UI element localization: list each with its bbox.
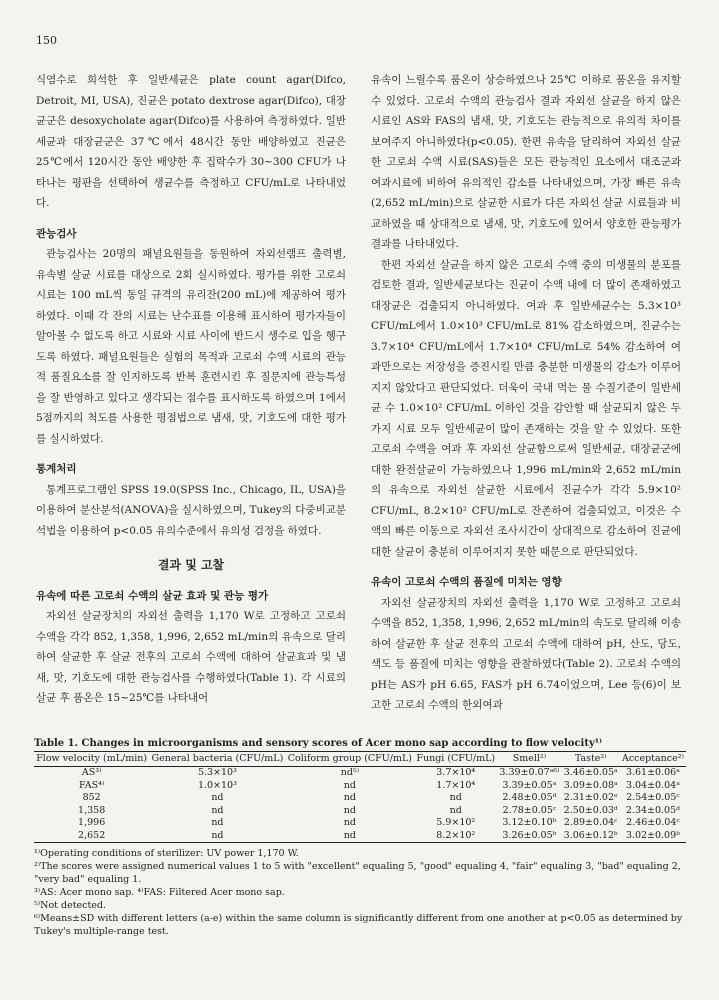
table-cell: 3.46±0.05ᵃ bbox=[563, 767, 618, 778]
table-cell: 3.12±0.10ᵇ bbox=[502, 817, 557, 828]
table-cell: 2.50±0.03ᵈ bbox=[563, 804, 618, 816]
subsection-heading-flow: 유속에 따른 고로쇠 수액의 살균 효과 및 관능 평가 bbox=[36, 589, 269, 602]
table-cell: 3.04±0.04ᵃ bbox=[625, 779, 680, 791]
footnote: ⁵⁾Not detected. bbox=[34, 900, 107, 911]
data-table bbox=[34, 751, 686, 843]
table-cell: nd bbox=[149, 830, 285, 843]
table-cell: 5.9×10² bbox=[436, 817, 476, 828]
left-column bbox=[36, 70, 346, 709]
table-cell: 2.48±0.05ᵈ bbox=[502, 792, 557, 803]
table-cell: nd bbox=[343, 779, 356, 791]
table-cell: 3.02±0.09ᵇ bbox=[620, 830, 686, 843]
footnote: ⁶⁾Means±SD with different letters (a-e) within the same column is significantly different from one another at p<0.05 as determined by Tukey's multiple-range test. bbox=[34, 913, 683, 937]
paragraph: 유속이 느릴수록 품온이 상승하였으나 25℃ 이하로 품온을 유지할 수 있었다. 고로쇠 수액의 관능검사 결과 자외선 살균을 하지 않은 시료인 AS와 FAS의 냄새, 맛, 기호도는 관능적으로 유의적 차이를 보여주지 아니하였다(p<0.05). 한편 유속을 달리하여 자외선 살균한 고로쇠 수액 시료(SAS)들은 모든 관능적인 요소에서 대조군과 여과시료에 비하여 유의적인 감소를 나타내었으며, 가장 빠른 유속(2,652 mL/min)으로 살균한 시료가 다른 자외선 살균 시료들과 비교하였을 때 상대적으로 냄새, 맛, 기호도에 있어서 양호한 관능평가 결과를 나타내었다. bbox=[371, 74, 681, 250]
table-cell: 2.54±0.05ᶜ bbox=[626, 792, 680, 803]
column-header: Fungi (CFU/mL) bbox=[414, 752, 497, 767]
footnote: ²⁾The scores were assigned numerical values 1 to 5 with "excellent" equaling 5, "good" equaling 4, "fair" equaling 3, "bad" equaling 2, "very bad" equaling 1. bbox=[34, 861, 681, 885]
table-cell: nd bbox=[343, 804, 356, 816]
table-cell: 3.7×10⁴ bbox=[436, 767, 476, 778]
table-row bbox=[34, 830, 686, 843]
section-heading-statistics: 통계처리 bbox=[36, 463, 77, 475]
table-cell: FAS⁴⁾ bbox=[79, 779, 105, 791]
table-cell: 1.7×10⁴ bbox=[436, 779, 476, 791]
table-cell: 1,996 bbox=[78, 817, 106, 828]
page-number: 150 bbox=[36, 34, 57, 47]
column-header: Smell²⁾ bbox=[497, 752, 561, 767]
table-cell: 1.0×10³ bbox=[197, 779, 237, 791]
table-cell: nd bbox=[449, 804, 462, 816]
table-cell: AS³⁾ bbox=[81, 767, 102, 778]
paragraph: 식염수로 희석한 후 일반세균은 plate count agar(Difco, Detroit, MI, USA), 진균은 potato dextrose agar(Difco), 대장균군은 desoxycholate agar(Difco)를 사용하여 측정하였다. 일반세균과 대장균군은 37℃에서 48시간 동안 배양하였고 진균은 25℃에서 120시간 동안 배양한 후 집락수가 30~300 CFU가 나타나는 평판을 선택하여 생균수를 측정하고 CFU/mL로 나타내었다. bbox=[36, 74, 346, 209]
paragraph: 자외선 살균장치의 자외선 출력을 1,170 W로 고정하고 고로쇠 수액을 각각 852, 1,358, 1,996, 2,652 mL/min의 유속으로 달리하여 살균한 후 살균 전후의 고로쇠 수액에 대하여 살균효과 및 냄새, 맛, 기호도에 대한 관능검사를 수행하였다(Table 1). 각 시료의 살균 후 품온은 15~25℃를 나타내어 bbox=[36, 610, 346, 704]
table-header-row bbox=[34, 752, 686, 767]
table-cell: 2.89±0.04ᶜ bbox=[563, 817, 618, 828]
table-cell: 852 bbox=[82, 792, 101, 803]
table-row bbox=[34, 817, 686, 830]
paragraph: 자외선 살균장치의 자외선 출력을 1,170 W로 고정하고 고로쇠 수액을 852, 1,358, 1,996, 2,652 mL/min의 속도로 달리해 이송하여 살균한 후 살균 전후의 고로쇠 수액에 대하여 pH, 산도, 당도, 색도 등 품질에 미치는 영향을 관찰하였다(Table 2). 고로쇠 수액의 pH는 AS가 pH 6.65, FAS가 pH 6.74이었으며, Lee 등(6)이 보고한 고로쇠 수액의 한외여과 bbox=[371, 596, 681, 711]
paragraph: 통계프로그램인 SPSS 19.0(SPSS Inc., Chicago, IL, USA)을 이용하여 분산분석(ANOVA)을 실시하였으며, Tukey의 다중비교분석법을 이용하여 p<0.05 유의수준에서 유의성 검정을 하였다. bbox=[36, 483, 346, 537]
table-cell: 3.39±0.05ᵃ bbox=[502, 779, 557, 791]
column-header: Flow velocity (mL/min) bbox=[34, 752, 149, 767]
table-cell: 8.2×10² bbox=[414, 830, 497, 843]
column-header: Coliform group (CFU/mL) bbox=[286, 752, 415, 767]
column-header: Taste²⁾ bbox=[562, 752, 620, 767]
paragraph: 한편 자외선 살균을 하지 않은 고로쇠 수액 중의 미생물의 분포를 검토한 결과, 일반세균보다는 진균이 수액 내에 더 많이 존재하였고 대장균은 검출되지 아니하였다. 여과 후 일반세균수는 5.3×10³ CFU/mL에서 1.0×10³ CFU/mL로 81% 감소하였으며, 진균수는 3.7×10⁴ CFU/mL에서 1.7×10⁴ CFU/mL로 54% 감소하여 여과만으로는 저장성을 증진시킬 만큼 충분한 미생물의 감소가 이루어지지 않았다고 판단되었다. 더욱이 국내 먹는 물 수질기준이 일반세균 수 1.0×10² CFU/mL 이하인 것을 감안할 때 살균되지 않은 두 가지 시료 모두 일반세균이 많이 존재하는 것을 알 수 있었다. 또한 고로쇠 수액을 여과 후 자외선 살균함으로써 일반세균, 대장균군에 대한 완전살균이 가능하였으나 1,996 mL/min와 2,652 mL/min의 유속으로 자외선 살균한 시료에서 진균수가 각각 5.9×10² CFU/mL, 8.2×10² CFU/mL로 잔존하여 검출되었고, 이것은 수액의 빠른 이동으로 자외선 조사시간이 상대적으로 감소하여 진균에 대한 살균이 충분히 이루어지지 못한 때문으로 판단되었다. bbox=[371, 258, 681, 558]
table-cell: 5.3×10³ bbox=[197, 767, 237, 778]
footnote: ¹⁾Operating conditions of sterilizer: UV power 1,170 W. bbox=[34, 848, 299, 859]
table-row bbox=[34, 792, 686, 805]
table-1 bbox=[34, 738, 686, 938]
table-cell: nd bbox=[211, 804, 224, 816]
column-header: Acceptance²⁾ bbox=[620, 752, 686, 767]
section-heading-sensory: 관능검사 bbox=[36, 227, 77, 240]
table-cell: 2.46±0.04ᶜ bbox=[626, 817, 680, 828]
table-cell: 2.31±0.02ᵉ bbox=[563, 792, 618, 803]
table-cell: nd bbox=[449, 792, 462, 803]
table-cell: nd bbox=[286, 830, 415, 843]
column-header: General bacteria (CFU/mL) bbox=[149, 752, 285, 767]
table-cell: 3.06±0.12ᵇ bbox=[562, 830, 620, 843]
table-cell: 3.39±0.07ᵃ⁶⁾ bbox=[499, 767, 560, 778]
table-cell: nd bbox=[343, 792, 356, 803]
table-row bbox=[34, 767, 686, 780]
paragraph: 관능검사는 20명의 패널요원들을 동원하여 자외선램프 출력별, 유속별 살균 시료를 대상으로 2회 실시하였다. 평가를 위한 고로쇠 시료는 100 mL씩 동일 규격의 유리잔(200 mL)에 제공하여 평가하였다. 이때 각 잔의 시료는 난수표를 이용해 표시하여 평가자들이 알아볼 수 없도록 하고 시료와 시료 사이에 반드시 생수로 입을 헹구도록 하였다. 패널요원들은 실험의 목적과 고로쇠 수액 시료의 관능적 품질요소를 잘 인지하도록 반복 훈련시킨 후 질문지에 관능특성을 잘 반영하고 있다고 생각되는 점수를 표시하도록 하였으며 1에서 5점까지의 척도를 사용한 평점법으로 냄새, 맛, 기호도에 대한 평가를 실시하였다. bbox=[36, 248, 346, 445]
table-cell: nd bbox=[211, 817, 224, 828]
table-cell: 2,652 bbox=[34, 830, 149, 843]
table-cell: 3.61±0.06ᵃ bbox=[625, 767, 680, 778]
footnote: ³⁾AS: Acer mono sap. ⁴⁾FAS: Filtered Acer mono sap. bbox=[34, 887, 285, 898]
table-cell: 3.09±0.08ᵃ bbox=[563, 779, 618, 791]
table-cell: nd bbox=[343, 817, 356, 828]
table-cell: nd bbox=[211, 792, 224, 803]
subsection-heading-quality: 유속이 고로쇠 수액의 품질에 미치는 영향 bbox=[371, 576, 562, 588]
section-heading-results: 결과 및 고찰 bbox=[157, 558, 225, 572]
table-cell: 3.26±0.05ᵇ bbox=[497, 830, 561, 843]
table-cell: 2.78±0.05ᶜ bbox=[502, 804, 557, 816]
table-footnotes bbox=[34, 847, 686, 938]
table-row bbox=[34, 805, 686, 818]
table-cell: 2.34±0.05ᵈ bbox=[625, 804, 680, 816]
table-cell: nd⁵⁾ bbox=[340, 767, 360, 778]
table-row bbox=[34, 780, 686, 793]
right-column bbox=[371, 70, 681, 716]
table-cell: 1,358 bbox=[78, 804, 106, 816]
table-caption: Table 1. Changes in microorganisms and sensory scores of Acer mono sap according to flow velocity¹⁾ bbox=[34, 738, 603, 749]
